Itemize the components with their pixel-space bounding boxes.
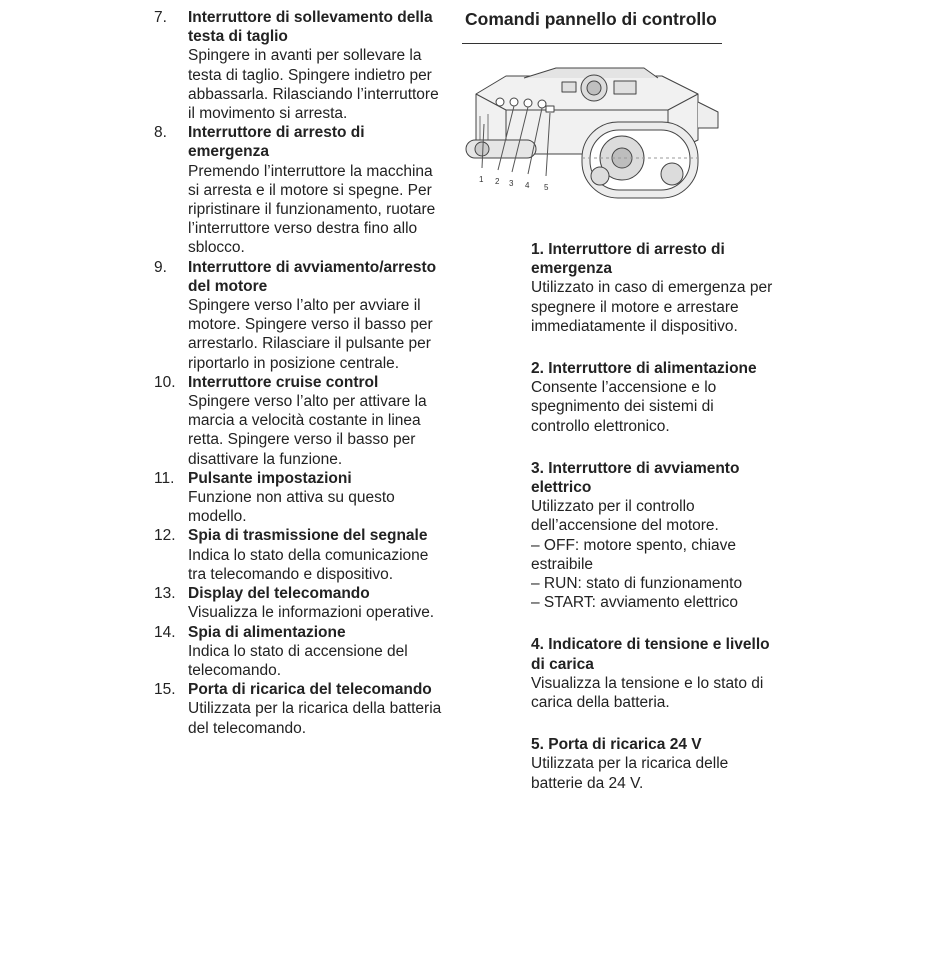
callout-description: Utilizzata per la ricarica delle batterie da 24 V. (531, 755, 729, 792)
item-title: Display del telecomando (188, 585, 370, 603)
callout-title: 1. Interruttore di arresto di emergenza (531, 241, 725, 278)
left-item-list (154, 8, 444, 738)
item-title: Interruttore di sollevamento della testa di taglio (188, 9, 433, 46)
item-number: 7. (154, 9, 167, 26)
item-number: 9. (154, 258, 167, 276)
callout-description-list (531, 240, 776, 816)
list-item (154, 623, 444, 681)
item-title: Spia di trasmissione del segnale (188, 527, 428, 545)
item-number: 13. (154, 585, 176, 603)
item-title: Porta di ricarica del telecomando (188, 681, 432, 699)
item-description: Visualizza le informazioni operative. (188, 604, 435, 622)
callout-title: 5. Porta di ricarica 24 V (531, 736, 702, 754)
callout-block (531, 459, 776, 613)
item-description: Funzione non attiva su questo modello. (188, 489, 395, 526)
item-number: 14. (154, 623, 176, 641)
item-description: Premendo l’interruttore la macchina si arresta e il motore si spegne. Per ripristinare il funzionamento, ruotare l’interruttore verso destra fino allo sblocco. (188, 162, 436, 257)
item-description: Spingere verso l’alto per avviare il motore. Spingere verso il basso per arrestarlo. Rilasciare il pulsante per riportarlo in posizione centrale. (188, 297, 433, 372)
item-description: Utilizzata per la ricarica della batteria del telecomando. (188, 700, 442, 737)
callout-4: 4 (525, 181, 530, 190)
list-item (154, 8, 444, 123)
callout-block (531, 240, 776, 336)
callout-title: 2. Interruttore di alimentazione (531, 360, 757, 378)
callout-option: – RUN: stato di funzionamento (531, 575, 743, 593)
item-description: Spingere verso l’alto per attivare la marcia a velocità costante in linea retta. Spingere verso il basso per disattivare la funzione. (188, 393, 427, 468)
machine-drawing (466, 68, 718, 198)
item-title: Spia di alimentazione (188, 623, 346, 641)
callout-block (531, 735, 776, 793)
section-heading: Comandi pannello di controllo (465, 9, 717, 29)
control-panel-illustration (462, 58, 730, 208)
callout-description: Visualizza la tensione e lo stato di carica della batteria. (531, 674, 764, 712)
item-number: 8. (154, 124, 167, 142)
callout-1: 1 (479, 175, 484, 184)
list-item (154, 526, 444, 584)
list-item (154, 469, 444, 527)
callout-description: Utilizzato per il controllo dell’accensione del motore. (531, 498, 719, 535)
list-item (154, 584, 444, 622)
callout-description: Utilizzato in caso di emergenza per spegnere il motore e arrestare immediatamente il dispositivo. (531, 279, 773, 335)
item-title: Interruttore di avviamento/arresto del motore (188, 258, 437, 295)
callout-block (531, 635, 776, 712)
callout-option: – START: avviamento elettrico (531, 594, 739, 612)
item-description: Indica lo stato di accensione del telecomando. (188, 642, 408, 679)
callout-title: 4. Indicatore di tensione e livello di carica (531, 636, 770, 673)
item-title: Pulsante impostazioni (188, 469, 352, 487)
callout-5: 5 (544, 183, 549, 192)
item-number: 15. (154, 681, 176, 699)
callout-option: – OFF: motore spento, chiave estraibile (531, 536, 737, 573)
callout-description: Consente l’accensione e lo spegnimento dei sistemi di controllo elettronico. (531, 379, 717, 435)
list-item (154, 373, 444, 469)
item-number: 12. (154, 527, 176, 545)
item-number: 10. (154, 373, 176, 391)
callout-3: 3 (509, 179, 514, 188)
item-number: 11. (154, 469, 175, 487)
item-description: Spingere in avanti per sollevare la testa di taglio. Spingere indietro per abbassarla. Rilasciando l’interruttore il movimento si arresta. (188, 47, 439, 123)
list-item (154, 258, 444, 373)
item-title: Interruttore cruise control (188, 373, 379, 391)
callout-block (531, 359, 776, 436)
list-item (154, 123, 444, 257)
item-title: Interruttore di arresto di emergenza (188, 124, 365, 161)
callout-2: 2 (495, 177, 500, 186)
heading-divider (462, 43, 722, 44)
item-description: Indica lo stato della comunicazione tra telecomando e dispositivo. (188, 546, 429, 583)
callout-title: 3. Interruttore di avviamento elettrico (531, 459, 740, 497)
list-item (154, 680, 444, 738)
